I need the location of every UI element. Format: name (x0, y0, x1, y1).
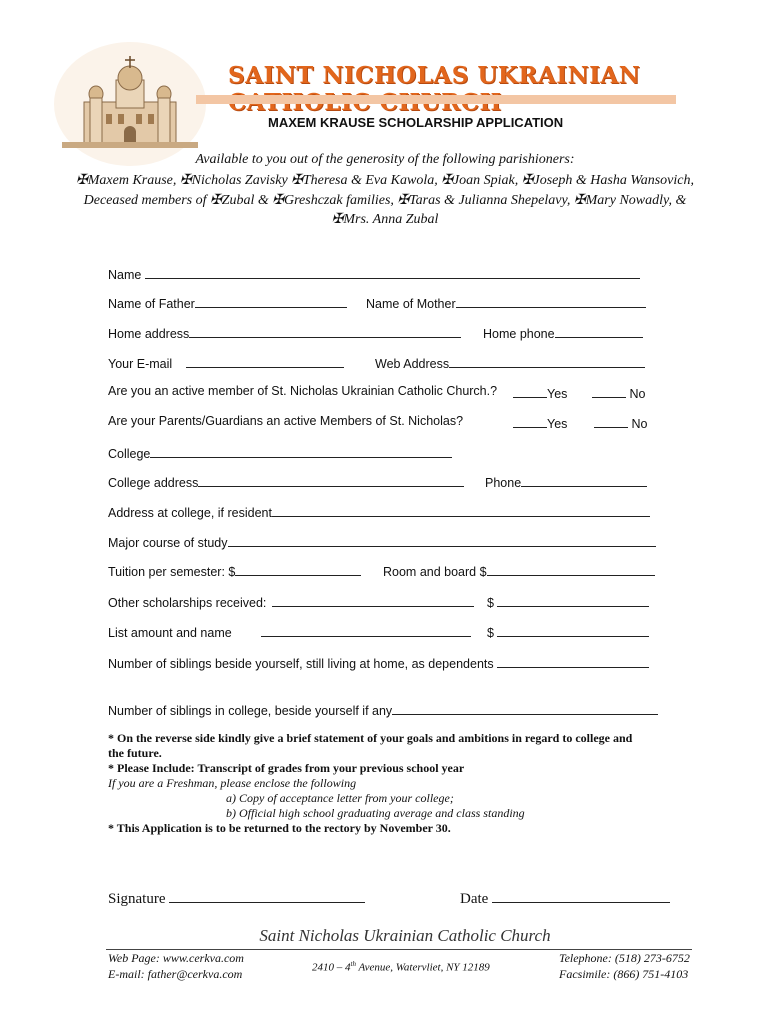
instruction-deadline: * This Application is to be returned to the rectory by November 30. (108, 821, 451, 835)
other-scholarships-amount: $ (487, 593, 649, 610)
email-label: Your E-mail (108, 357, 173, 371)
email-input[interactable] (186, 354, 344, 368)
other-scholarships-label: Other scholarships received: (108, 596, 267, 610)
active-member-question: Are you an active member of St. Nicholas Ukrainian Catholic Church.? (108, 384, 498, 398)
mother-input[interactable] (456, 294, 646, 308)
father-label: Name of Father (108, 297, 195, 311)
address-at-college-label: Address at college, if resident (108, 506, 272, 520)
parents-member-question: Are your Parents/Guardians an active Members of St. Nicholas? (108, 414, 464, 428)
address-at-college-input[interactable] (272, 503, 650, 517)
siblings-college-field (108, 701, 658, 718)
father-field (108, 294, 347, 311)
room-board-label: Room and board $ (383, 565, 487, 579)
other-scholarships-input[interactable] (272, 593, 474, 607)
home-address-input[interactable] (189, 324, 461, 338)
home-address-label: Home address (108, 327, 190, 341)
parishioners-line-2: Deceased members of ✠Zubal & ✠Greshczak families, ✠Taras & Julianna Shepelavy, ✠Mary Nowadly, & (83, 193, 687, 208)
active-member-no[interactable]: No (592, 384, 645, 401)
parishioners-intro: Available to you out of the generosity of the following parishioners: (195, 152, 575, 167)
home-address-field (108, 324, 461, 341)
college-phone-input[interactable] (521, 473, 647, 487)
signature-input[interactable] (169, 888, 365, 903)
major-label: Major course of study (108, 536, 228, 550)
college-field (108, 444, 452, 461)
siblings-home-field (108, 654, 649, 671)
web-address-input[interactable] (449, 354, 645, 368)
instruction-freshman: If you are a Freshman, please enclose the following (108, 776, 357, 790)
instruction-graduating-average: b) Official high school graduating average and class standing (226, 806, 525, 820)
list-amount-input[interactable] (261, 623, 471, 637)
major-input[interactable] (228, 533, 656, 547)
list-amount-dollar-input[interactable] (497, 623, 649, 637)
date-input[interactable] (492, 888, 670, 903)
major-field (108, 533, 656, 550)
siblings-college-input[interactable] (392, 701, 658, 715)
date-field (460, 888, 670, 908)
mother-field (366, 294, 646, 311)
mother-label: Name of Mother (366, 297, 456, 311)
footer-email: E-mail: father@cerkva.com (108, 967, 243, 981)
siblings-home-label: Number of siblings beside yourself, still living at home, as dependents (108, 657, 494, 671)
college-address-field (108, 473, 464, 490)
parents-member-yes[interactable]: Yes (513, 414, 567, 431)
signature-label: Signature (108, 891, 166, 907)
footer-address: 2410 – 4th Avenue, Watervliet, NY 12189 (312, 960, 490, 974)
college-phone-label: Phone (485, 476, 522, 490)
list-amount-label: List amount and name (108, 626, 232, 640)
instruction-goals: * On the reverse side kindly give a brief statement of your goals and ambitions in regard to college and (108, 731, 633, 745)
name-input[interactable] (145, 265, 640, 279)
title-underline-bar (196, 95, 676, 104)
college-address-input[interactable] (198, 473, 464, 487)
college-address-label: College address (108, 476, 199, 490)
parents-member-no[interactable]: No (594, 414, 647, 431)
web-address-field (375, 354, 645, 371)
home-phone-label: Home phone (483, 327, 555, 341)
instruction-goals-cont: the future. (108, 746, 162, 760)
church-name-title: SAINT NICHOLAS UKRAINIAN (228, 62, 641, 89)
name-field (108, 265, 640, 282)
parishioners-line-1: ✠Maxem Krause, ✠Nicholas Zavisky ✠Theresa & Eva Kawola, ✠Joan Spiak, ✠Joseph & Hasha Wansovich, (76, 173, 694, 188)
footer-divider (106, 949, 692, 950)
father-input[interactable] (195, 294, 347, 308)
web-address-label: Web Address (375, 357, 450, 371)
address-at-college-field (108, 503, 650, 520)
other-scholarships-amount-input[interactable] (497, 593, 649, 607)
footer-facsimile: Facsimile: (866) 751-4103 (559, 967, 689, 981)
siblings-home-input[interactable] (497, 654, 649, 668)
other-scholarships-field (108, 593, 474, 610)
active-member-yes[interactable]: Yes (513, 384, 567, 401)
parishioners-line-3: ✠Mrs. Anna Zubal (331, 212, 439, 227)
church-logo (54, 42, 206, 166)
tuition-label: Tuition per semester: $ (108, 565, 236, 579)
home-phone-field (483, 324, 643, 341)
church-building-icon (54, 42, 206, 166)
email-field (108, 354, 344, 371)
form-title: MAXEM KRAUSE SCHOLARSHIP APPLICATION (268, 115, 564, 130)
college-label: College (108, 447, 151, 461)
list-amount-field (108, 623, 471, 640)
college-phone-field (485, 473, 647, 490)
instruction-transcript: * Please Include: Transcript of grades from your previous school year (108, 761, 465, 775)
tuition-field (108, 562, 361, 579)
footer-church-name: Saint Nicholas Ukrainian Catholic Church (259, 926, 551, 945)
footer-telephone: Telephone: (518) 273-6752 (559, 951, 690, 965)
siblings-college-label: Number of siblings in college, beside yourself if any (108, 704, 393, 718)
list-amount-dollar: $ (487, 623, 649, 640)
tuition-input[interactable] (235, 562, 361, 576)
footer-web-page: Web Page: www.cerkva.com (108, 951, 244, 965)
college-input[interactable] (150, 444, 452, 458)
home-phone-input[interactable] (555, 324, 643, 338)
date-label: Date (460, 891, 489, 907)
signature-field (108, 888, 365, 908)
instruction-acceptance-letter: a) Copy of acceptance letter from your college; (226, 791, 454, 805)
name-label: Name (108, 268, 142, 282)
room-board-input[interactable] (487, 562, 655, 576)
room-board-field (383, 562, 655, 579)
